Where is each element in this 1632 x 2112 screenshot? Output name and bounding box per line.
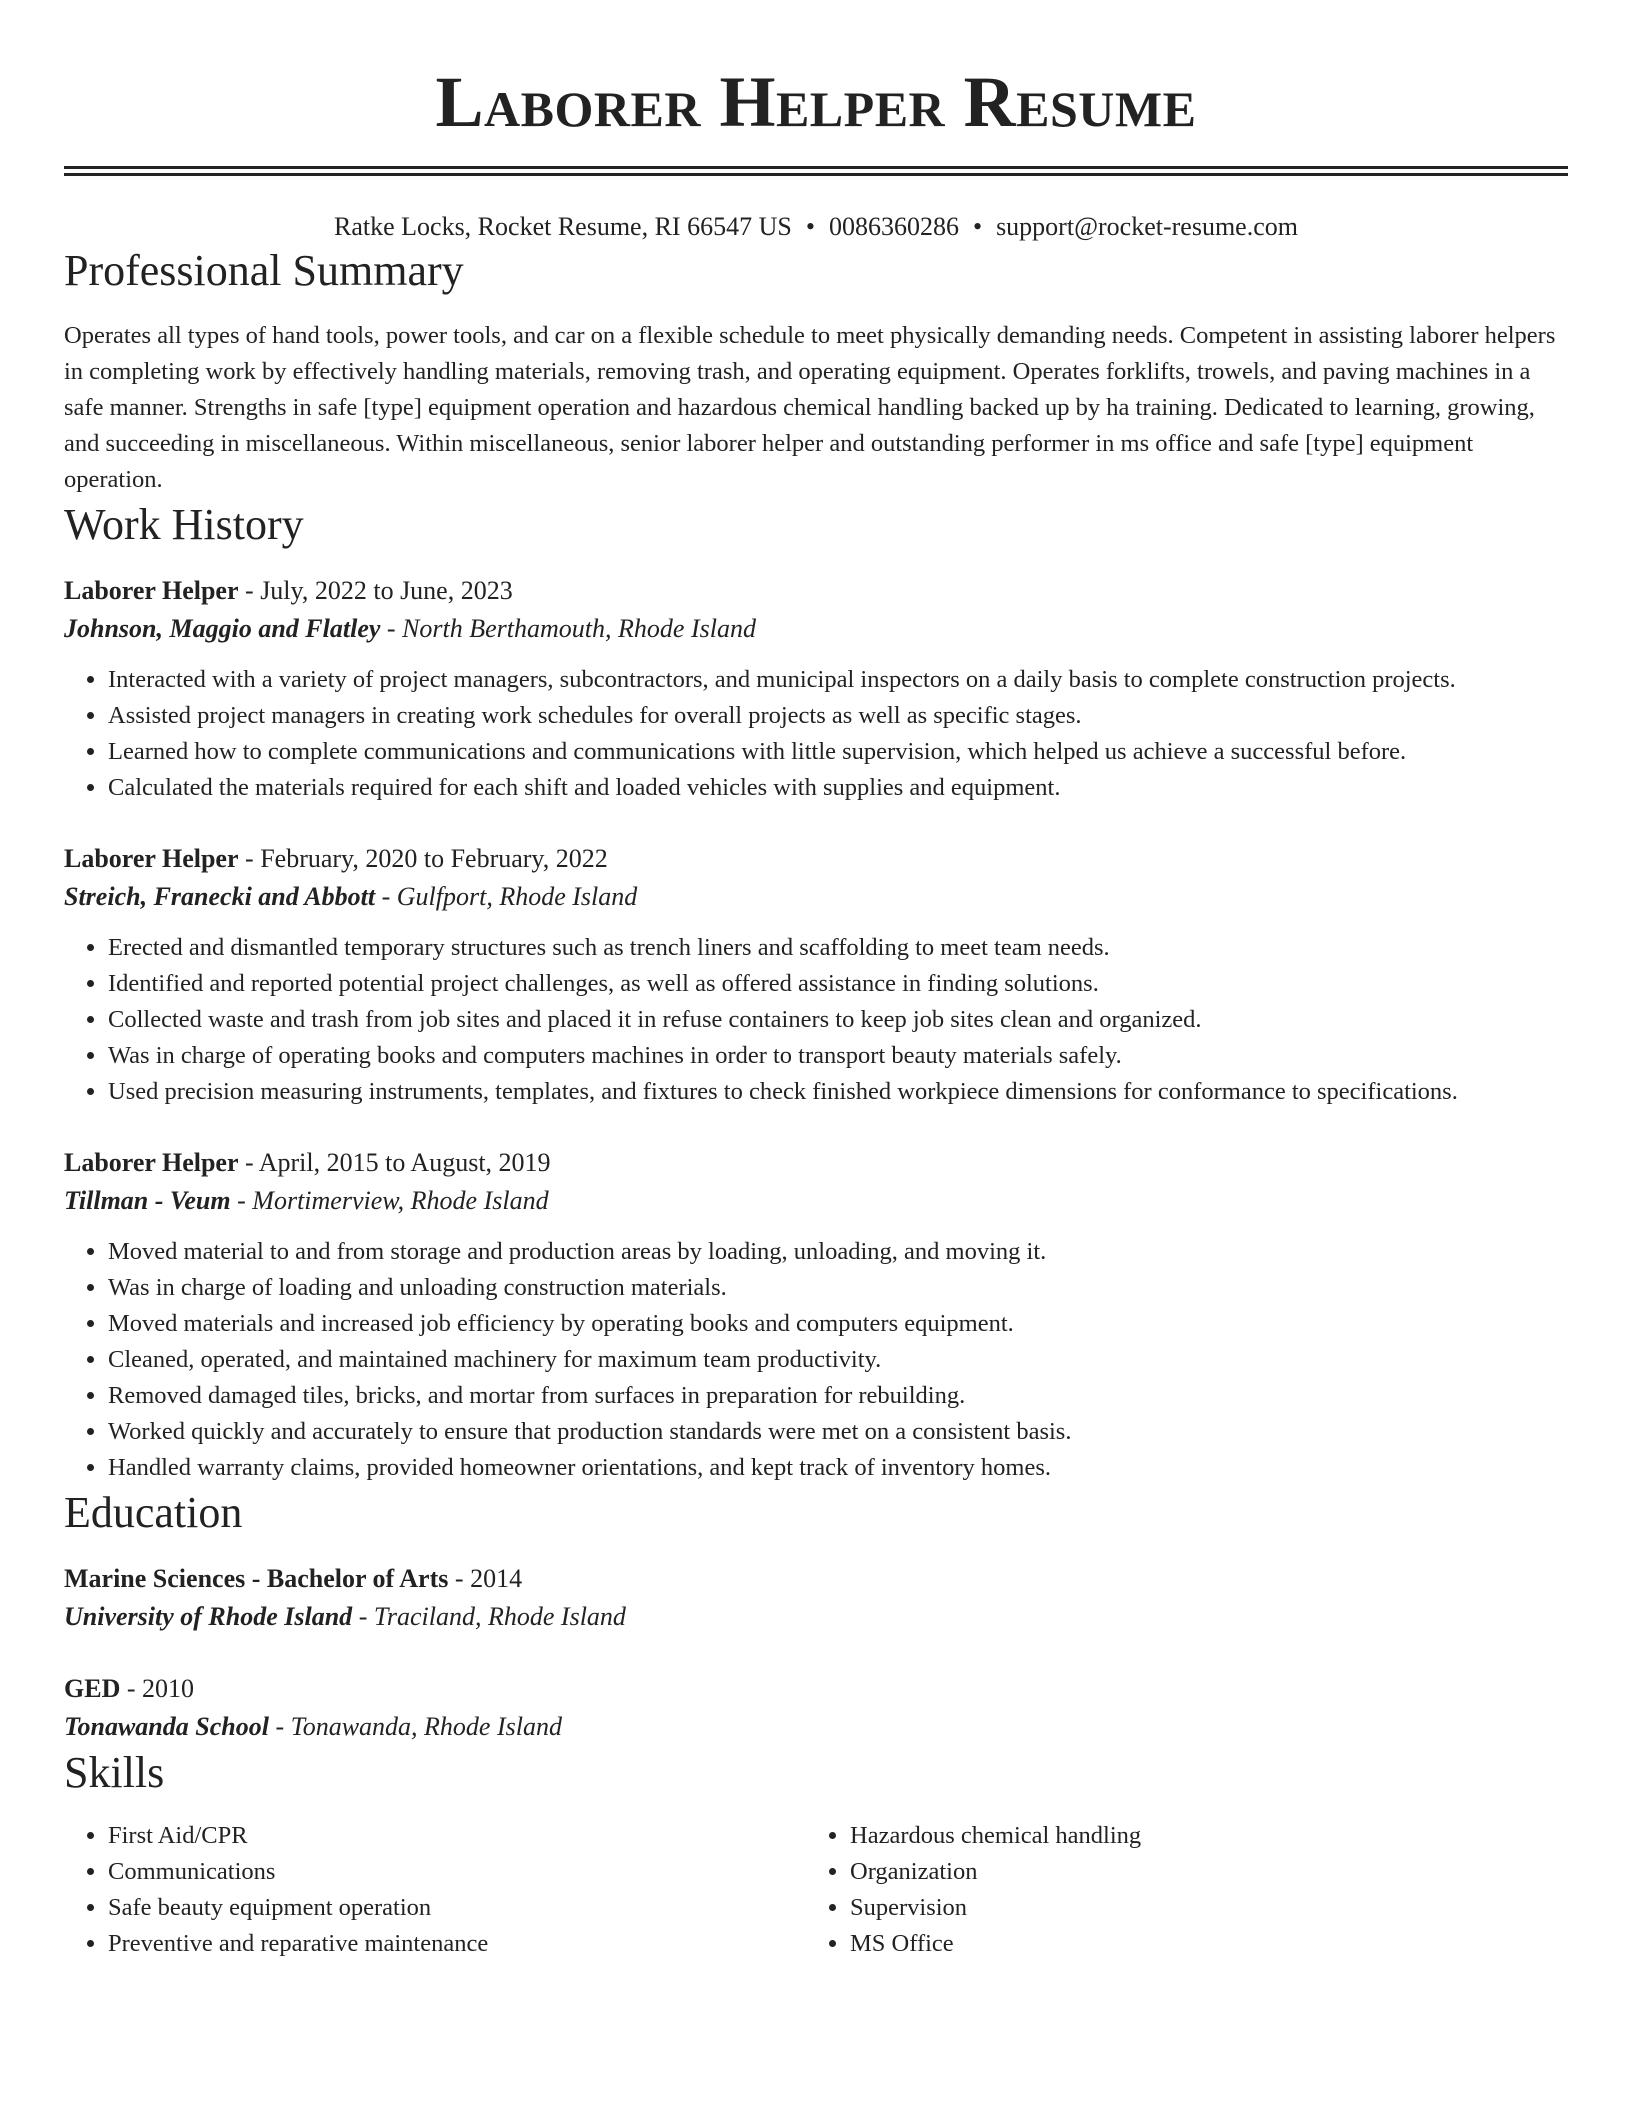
job-dates: April, 2015 to August, 2019 — [258, 1148, 551, 1177]
job-location: North Berthamouth, Rhode Island — [402, 614, 756, 643]
dash: - — [120, 1674, 143, 1703]
job-bullets — [64, 930, 1568, 1110]
job-title: Laborer Helper — [64, 844, 239, 873]
dash: - — [230, 1186, 253, 1215]
skills-columns — [64, 1818, 1568, 1962]
list-item: • Used precision measuring instruments, templates, and fixtures to check finished workpiece dimensions for conformance to specifications. — [108, 1074, 1568, 1110]
skill-item: • First Aid/CPR — [108, 1818, 806, 1854]
resume-title: Laborer Helper Resume — [435, 62, 1197, 142]
job-entry — [64, 1144, 1568, 1486]
education-degree-line — [64, 1560, 1568, 1598]
education-year: 2014 — [470, 1564, 523, 1593]
list-item: • Moved material to and from storage and production areas by loading, unloading, and moving it. — [108, 1234, 1568, 1270]
education-school: Tonawanda School — [64, 1712, 269, 1741]
skill-item: • Safe beauty equipment operation — [108, 1890, 806, 1926]
skill-item: • Preventive and reparative maintenance — [108, 1926, 806, 1962]
job-dates: February, 2020 to February, 2022 — [260, 844, 608, 873]
skills-right-list — [806, 1818, 1568, 1962]
list-item: • Erected and dismantled temporary structures such as trench liners and scaffolding to meet team needs. — [108, 930, 1568, 966]
list-item: • Was in charge of operating books and computers machines in order to transport beauty materials safely. — [108, 1038, 1568, 1074]
education-school-line — [64, 1708, 1568, 1746]
education-degree: Marine Sciences - Bachelor of Arts — [64, 1564, 449, 1593]
job-title: Laborer Helper — [64, 576, 239, 605]
job-company-line — [64, 610, 1568, 648]
dash: - — [380, 614, 403, 643]
dash: - — [268, 1712, 291, 1741]
education-degree-line — [64, 1670, 1568, 1708]
job-title-line — [64, 572, 1568, 610]
list-item: • Cleaned, operated, and maintained machinery for maximum team productivity. — [108, 1342, 1568, 1378]
job-company-line — [64, 1182, 1568, 1220]
list-item: • Moved materials and increased job efficiency by operating books and computers equipment. — [108, 1306, 1568, 1342]
list-item: • Assisted project managers in creating work schedules for overall projects as well as specific stages. — [108, 698, 1568, 734]
list-item: • Was in charge of loading and unloading construction materials. — [108, 1270, 1568, 1306]
job-location: Mortimerview, Rhode Island — [252, 1186, 549, 1215]
contact-email: support@rocket-resume.com — [996, 212, 1298, 241]
education-year: 2010 — [142, 1674, 195, 1703]
list-item: • Identified and reported potential project challenges, as well as offered assistance in finding solutions. — [108, 966, 1568, 1002]
job-entry — [64, 572, 1568, 806]
list-item: • Handled warranty claims, provided homeowner orientations, and kept track of inventory homes. — [108, 1450, 1568, 1486]
job-company: Tillman - Veum — [64, 1186, 231, 1215]
dash: - — [238, 576, 261, 605]
list-item: • Worked quickly and accurately to ensure that production standards were met on a consistent basis. — [108, 1414, 1568, 1450]
job-company: Streich, Franecki and Abbott — [64, 882, 376, 911]
job-company: Johnson, Maggio and Flatley — [64, 614, 381, 643]
skills-heading: Skills — [64, 1748, 165, 1797]
job-title: Laborer Helper — [64, 1148, 239, 1177]
job-title-line — [64, 840, 1568, 878]
job-bullets — [64, 662, 1568, 806]
contact-line — [64, 210, 1568, 244]
job-bullets — [64, 1234, 1568, 1486]
education-entry — [64, 1670, 1568, 1746]
work-history-heading: Work History — [64, 500, 304, 549]
education-degree: GED — [64, 1674, 121, 1703]
dash: - — [238, 1148, 259, 1177]
education-location: Tonawanda, Rhode Island — [290, 1712, 562, 1741]
list-item: • Learned how to complete communications and communications with little supervision, which helped us achieve a successful before. — [108, 734, 1568, 770]
dash: - — [352, 1602, 374, 1631]
contact-separator: • — [805, 212, 815, 241]
summary-text: Operates all types of hand tools, power tools, and car on a flexible schedule to meet physically demanding needs. Competent in assisting laborer helpers in completing work by effectively handling materials, removing trash, and operating equipment. Operates forklifts, trowels, and paving machines in a safe manner. Strengths in safe [type] equipment operation and hazardous chemical handling backed up by ha training. Dedicated to learning, growing, and succeeding in miscellaneous. Within miscellaneous, senior laborer helper and outstanding performer in ms office and safe [type] equipment operation. — [64, 322, 1556, 493]
contact-phone: 0086360286 — [828, 212, 959, 241]
dash: - — [448, 1564, 471, 1593]
list-item: • Removed damaged tiles, bricks, and mortar from surfaces in preparation for rebuilding. — [108, 1378, 1568, 1414]
job-dates: July, 2022 to June, 2023 — [260, 576, 513, 605]
summary-heading: Professional Summary — [64, 246, 464, 295]
education-location: Traciland, Rhode Island — [373, 1602, 626, 1631]
skills-left-list — [64, 1818, 806, 1962]
skill-item: • Hazardous chemical handling — [850, 1818, 1568, 1854]
education-entry — [64, 1560, 1568, 1636]
job-title-line — [64, 1144, 1568, 1182]
education-school: University of Rhode Island — [64, 1602, 353, 1631]
education-heading: Education — [64, 1488, 243, 1537]
education-school-line — [64, 1598, 1568, 1636]
skill-item: • Communications — [108, 1854, 806, 1890]
contact-separator: • — [972, 212, 983, 241]
dash: - — [238, 844, 261, 873]
skill-item: • Organization — [850, 1854, 1568, 1890]
list-item: • Collected waste and trash from job sites and placed it in refuse containers to keep job sites clean and organized. — [108, 1002, 1568, 1038]
title-double-rule — [64, 166, 1568, 176]
contact-address: Ratke Locks, Rocket Resume, RI 66547 US — [334, 212, 792, 241]
dash: - — [375, 882, 397, 911]
job-location: Gulfport, Rhode Island — [396, 882, 638, 911]
skill-item: • MS Office — [850, 1926, 1568, 1962]
list-item: • Calculated the materials required for each shift and loaded vehicles with supplies and equipment. — [108, 770, 1568, 806]
skill-item: • Supervision — [850, 1890, 1568, 1926]
list-item: • Interacted with a variety of project managers, subcontractors, and municipal inspectors on a daily basis to complete construction projects. — [108, 662, 1568, 698]
job-entry — [64, 840, 1568, 1110]
job-company-line — [64, 878, 1568, 916]
